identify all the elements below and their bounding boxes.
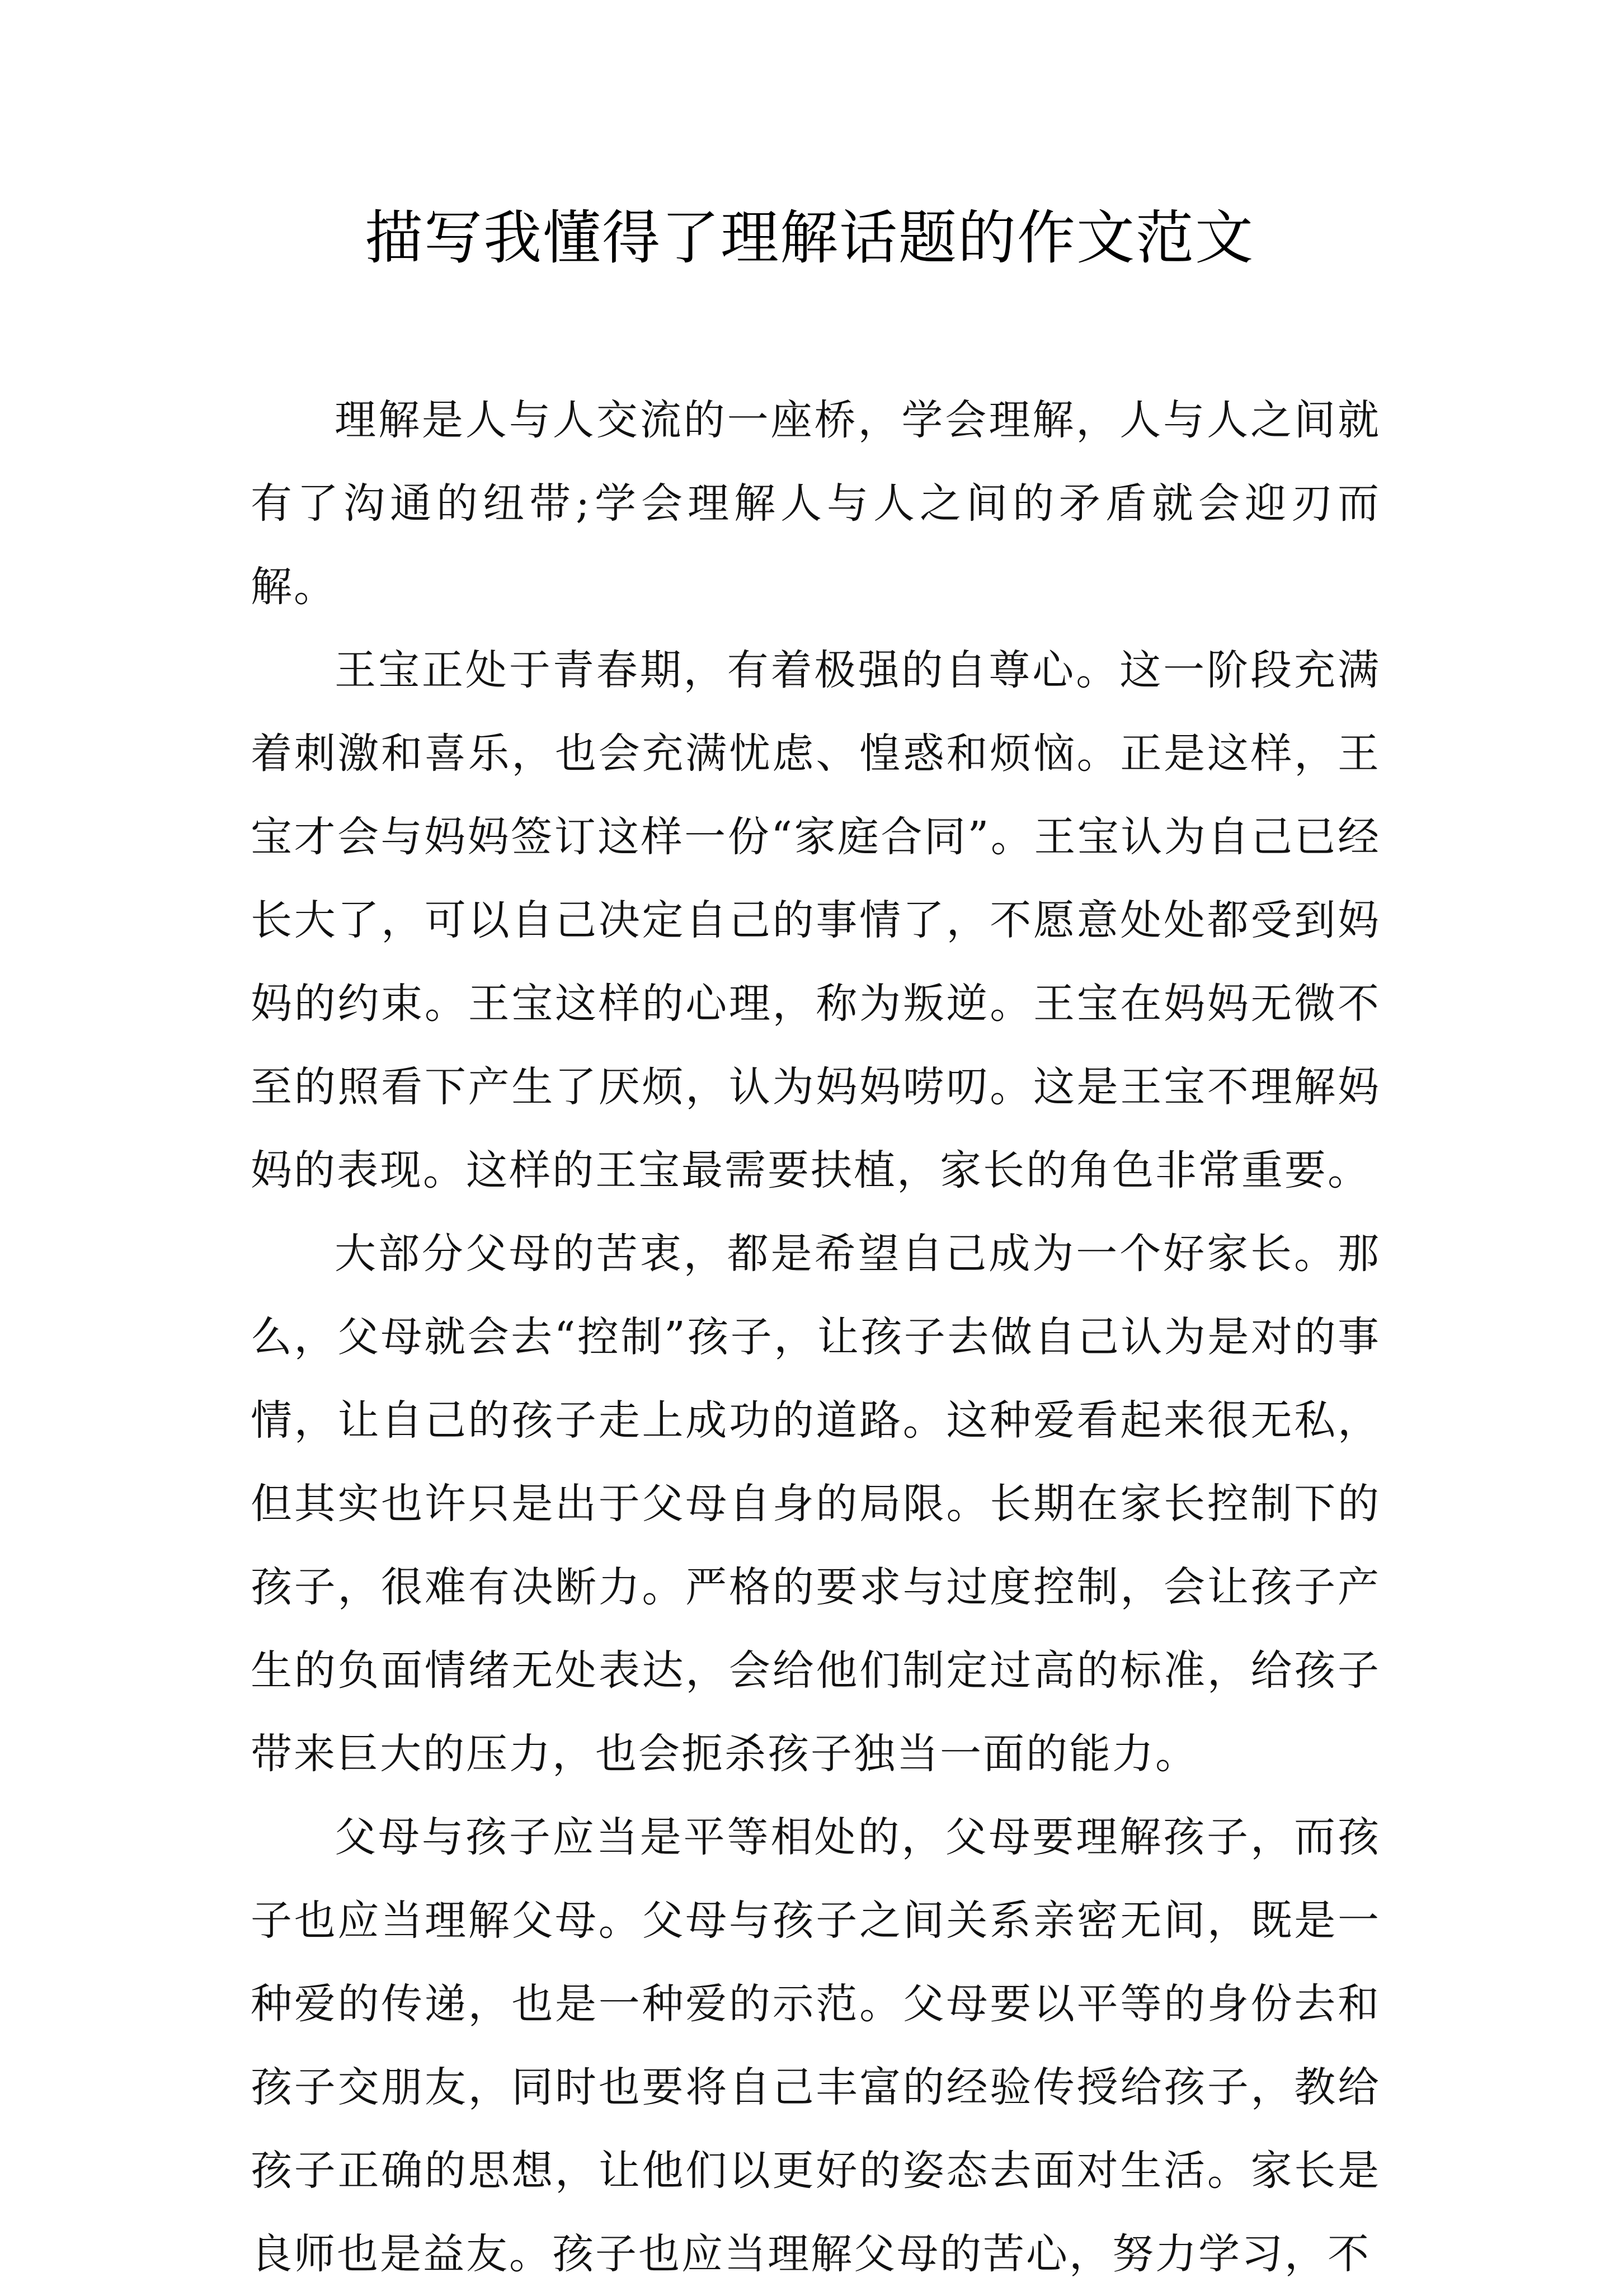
document-body [251,379,1381,2296]
paragraph-1: 理解是人与人交流的一座桥，学会理解，人与人之间就有了沟通的纽带;学会理解人与人之间的矛盾就会迎刃而解。 [251,396,1381,611]
paragraph-4: 父母与孩子应当是平等相处的，父母要理解孩子，而孩子也应当理解父母。父母与孩子之间关系亲密无间，既是一种爱的传递，也是一种爱的示范。父母要以平等的身份去和孩子交朋友，同时也要将自己丰富的经验传授给孩子，教给孩子正确的思想，让他们以更好的姿态去面对生活。家长是良师也是益友。孩子也应当理解父母的苦心，努力学习，不 [251,1813,1381,2278]
paragraph-2: 王宝正处于青春期，有着极强的自尊心。这一阶段充满着刺激和喜乐，也会充满忧虑、惶惑和烦恼。正是这样，王宝才会与妈妈签订这样一份“家庭合同”。王宝认为自己已经长大了，可以自己决定自己的事情了，不愿意处处都受到妈妈的约束。王宝这样的心理，称为叛逆。王宝在妈妈无微不至的照看下产生了厌烦，认为妈妈唠叨。这是王宝不理解妈妈的表现。这样的王宝最需要扶植，家长的角色非常重要。 [251,646,1381,1194]
document-title: 描写我懂得了理解话题的作文范文 [364,204,1254,272]
paragraph-3: 大部分父母的苦衷，都是希望自己成为一个好家长。那么，父母就会去“控制”孩子，让孩子去做自己认为是对的事情，让自己的孩子走上成功的道路。这种爱看起来很无私，但其实也许只是出于父母自身的局限。长期在家长控制下的孩子，很难有决断力。严格的要求与过度控制，会让孩子产生的负面情绪无处表达，会给他们制定过高的标准，给孩子带来巨大的压力，也会扼杀孩子独当一面的能力。 [251,1230,1381,1778]
